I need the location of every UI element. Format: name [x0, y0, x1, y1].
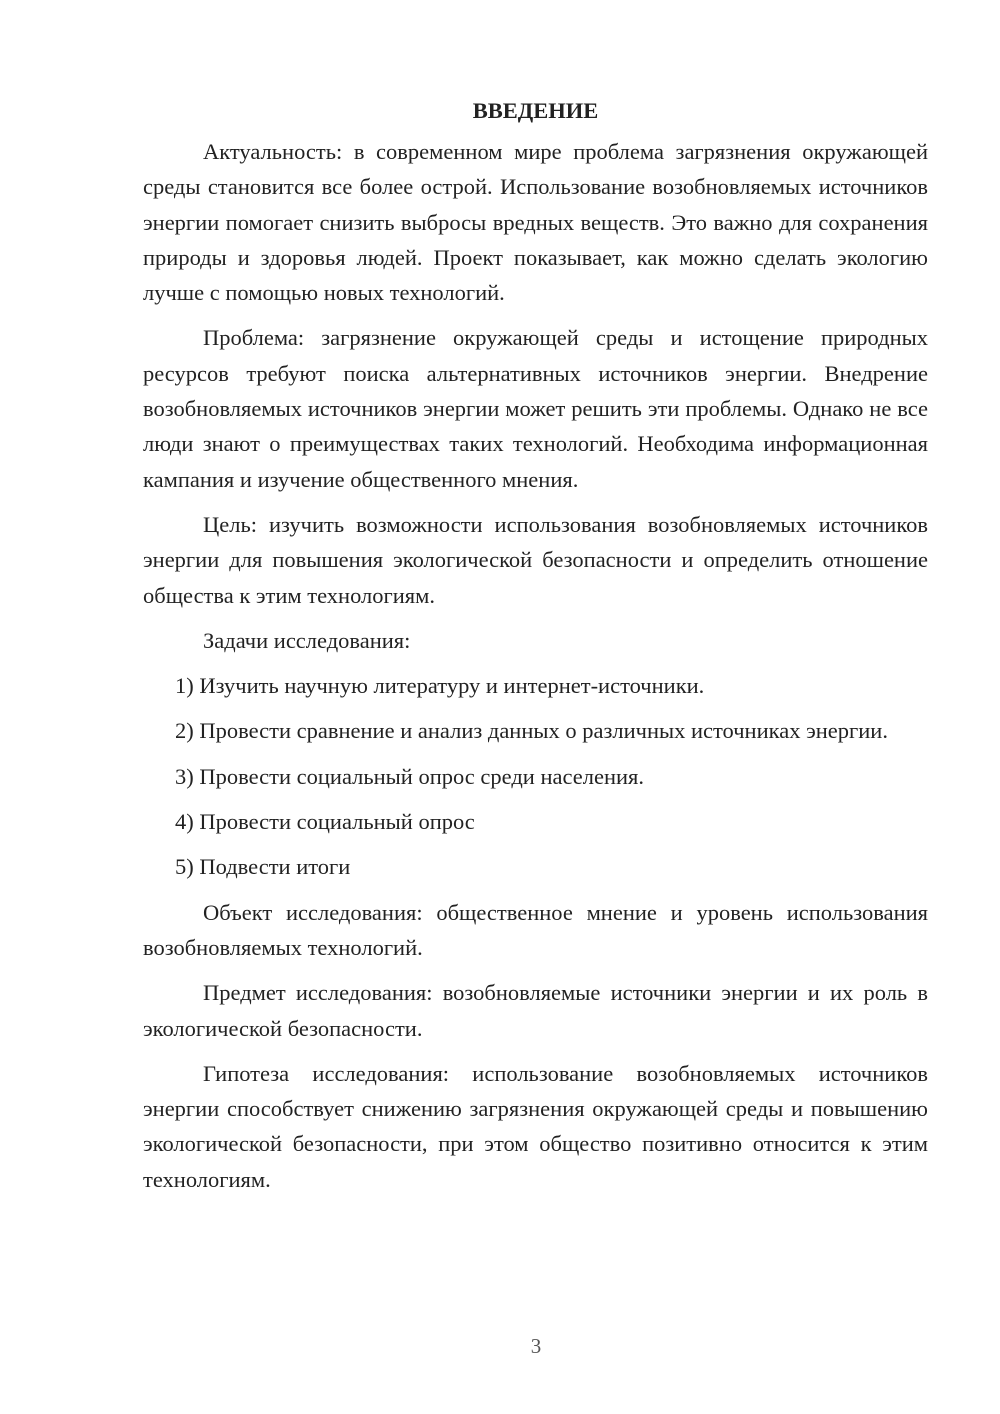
task-item: 1) Изучить научную литературу и интернет-источники. — [175, 673, 705, 699]
task-item: 4) Провести социальный опрос — [175, 809, 475, 835]
paragraph-object: Объект исследования: общественное мнение и уровень использования возобновляемых технологий. — [143, 899, 928, 960]
paragraph-problem: Проблема: загрязнение окружающей среды и истощение природных ресурсов требуют поиска альтернативных источников энергии. Внедрение возобновляемых источников энергии может решить эти проблемы. Однако не все люди знают о преимуществах таких технологий. Необходима информационная кампания и изучение общественного мнения. — [143, 325, 928, 492]
page-number: 3 — [530, 1334, 542, 1358]
tasks-heading: Задачи исследования: — [203, 627, 411, 653]
task-item: 3) Провести социальный опрос среди населения. — [175, 763, 645, 789]
paragraph-relevance: Актуальность: в современном мире проблема загрязнения окружающей среды становится все более острой. Использование возобновляемых источников энергии помогает снизить выбросы вредных веществ. Это важно для сохранения природы и здоровья людей. Проект показывает, как можно сделать экологию лучше с помощью новых технологий. — [143, 139, 928, 306]
task-item: 5) Подвести итоги — [175, 854, 351, 880]
section-title: ВВЕДЕНИЕ — [472, 98, 599, 123]
page-content — [143, 93, 928, 1207]
paragraph-goal: Цель: изучить возможности использования возобновляемых источников энергии для повышения экологической безопасности и определить отношение общества к этим технологиям. — [143, 511, 928, 608]
paragraph-hypothesis: Гипотеза исследования: использование возобновляемых источников энергии способствует снижению загрязнения окружающей среды и повышению экологической безопасности, при этом общество позитивно относится к этим технологиям. — [143, 1060, 928, 1192]
task-item: 2) Провести сравнение и анализ данных о различных источниках энергии. — [175, 718, 888, 744]
paragraph-subject: Предмет исследования: возобновляемые источники энергии и их роль в экологической безопасности. — [143, 980, 928, 1041]
